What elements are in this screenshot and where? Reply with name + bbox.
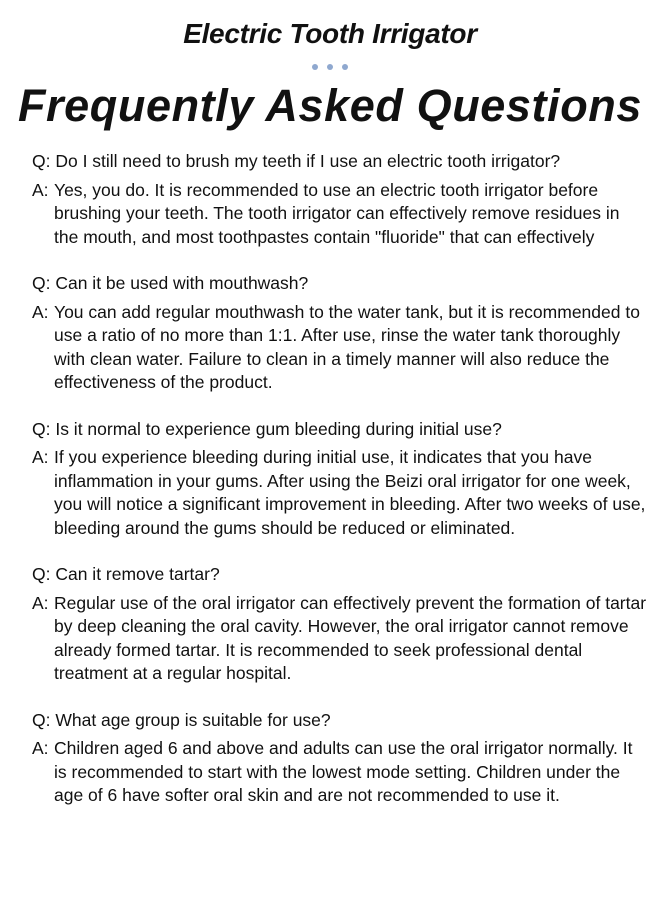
answer-text: Regular use of the oral irrigator can effectively prevent the formation of tartar by deep cleaning the oral cavity. However, the oral irrigator cannot remove already formed tartar. It is recommended to seek professional dental treatment at a regular hospital. bbox=[54, 592, 647, 683]
faq-answer bbox=[32, 446, 647, 540]
faq-answer bbox=[32, 592, 647, 686]
answer-text: If you experience bleeding during initial use, it indicates that you have inflammation in your gums. After using the Beizi oral irrigator for one week, you will notice a significant improvement in bleeding. After two weeks of use, bleeding around the gums should be reduced or eliminated. bbox=[54, 447, 646, 538]
answer-text: You can add regular mouthwash to the water tank, but it is recommended to use a ratio of no more than 1:1. After use, rinse the water tank thoroughly with clean water. Failure to clean in a timely manner will also reduce the effectiveness of the product. bbox=[54, 301, 640, 392]
product-subtitle: Electric Tooth Irrigator bbox=[183, 18, 477, 49]
faq-question: Q: Can it remove tartar? bbox=[32, 564, 220, 584]
answer-text: Children aged 6 and above and adults can use the oral irrigator normally. It is recommended to start with the lowest mode setting. Children under the age of 6 have softer oral skin and are not recommended to use it. bbox=[54, 738, 633, 805]
dot-icon bbox=[342, 64, 348, 70]
answer-prefix: A: bbox=[32, 592, 49, 613]
faq-item bbox=[32, 272, 647, 395]
page-title: Frequently Asked Questions bbox=[17, 80, 643, 131]
faq-answer bbox=[32, 301, 647, 395]
faq-item bbox=[32, 150, 647, 249]
answer-prefix: A: bbox=[32, 179, 49, 200]
dot-icon bbox=[312, 64, 318, 70]
answer-prefix: A: bbox=[32, 738, 49, 758]
faq-answer bbox=[32, 179, 647, 250]
faq-question: Q: Is it normal to experience gum bleeding during initial use? bbox=[32, 418, 502, 439]
faq-item bbox=[32, 418, 647, 541]
faq-answer bbox=[32, 737, 647, 808]
answer-text: Yes, you do. It is recommended to use an electric tooth irrigator before brushing your teeth. The tooth irrigator can effectively remove residues in the mouth, and most toothpastes contain "fluoride" that can effectively bbox=[54, 179, 620, 247]
answer-prefix: A: bbox=[32, 301, 49, 322]
faq-question: Q: What age group is suitable for use? bbox=[32, 709, 331, 730]
dot-icon bbox=[327, 64, 333, 70]
answer-prefix: A: bbox=[32, 447, 49, 467]
faq-question: Q: Do I still need to brush my teeth if I use an electric tooth irrigator? bbox=[32, 151, 561, 171]
faq-list bbox=[32, 150, 647, 831]
faq-item bbox=[32, 709, 647, 808]
faq-item bbox=[32, 563, 647, 686]
decorative-dots bbox=[0, 64, 660, 70]
faq-question: Q: Can it be used with mouthwash? bbox=[32, 273, 309, 293]
